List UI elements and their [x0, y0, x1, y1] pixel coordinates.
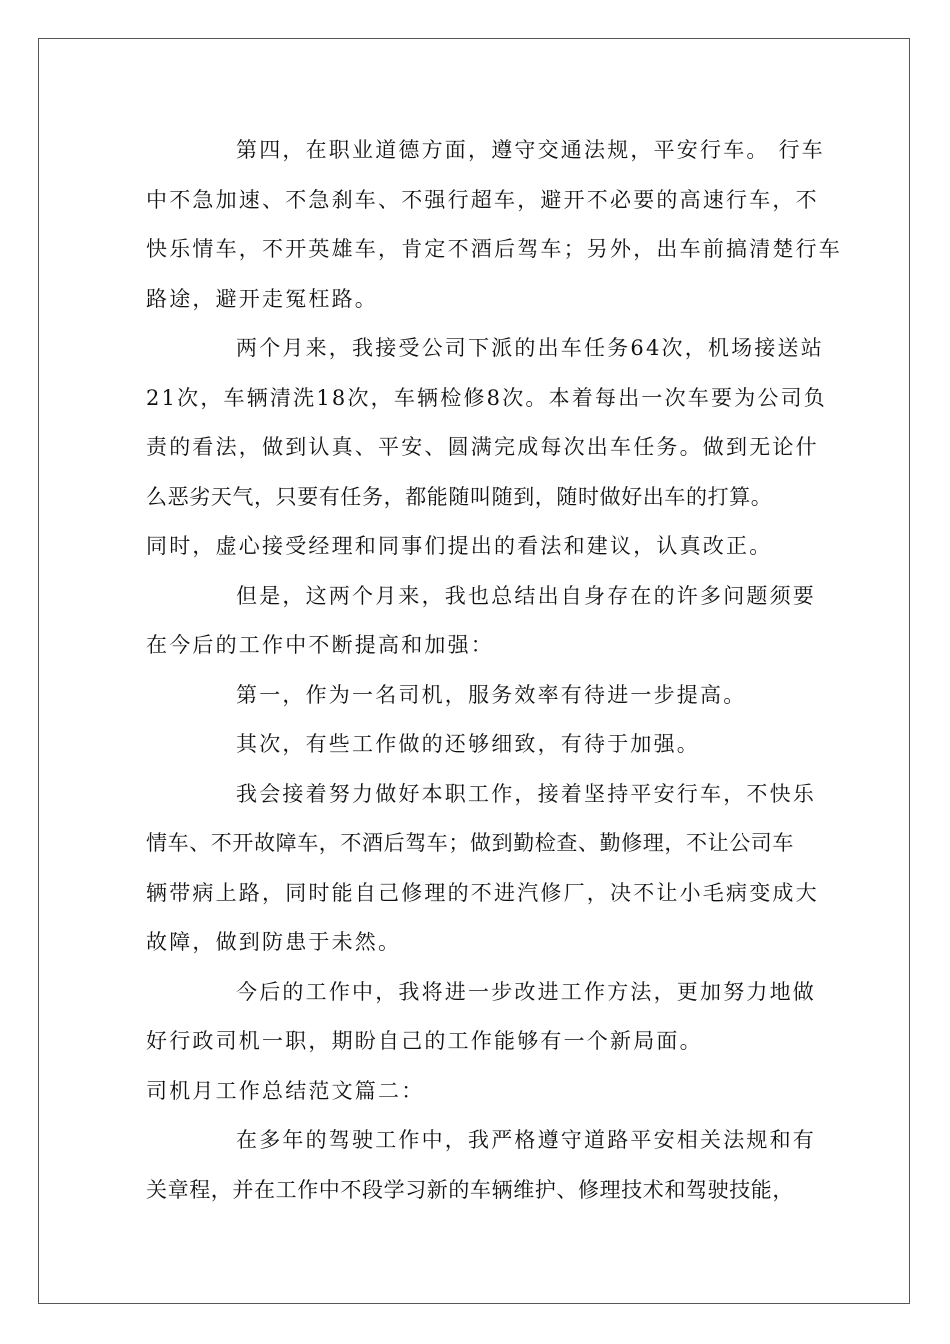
text-line: 好行政司机一职，期盼自己的工作能够有一个新局面。 [146, 1029, 703, 1053]
text-line: 但是，这两个月来，我也总结出自身存在的许多问题须要 [236, 583, 816, 608]
text-line: 责的看法，做到认真、平安、圆满完成每次出车任务。做到无论什 [146, 435, 819, 459]
text-line: 21次，车辆清洗18次，车辆检修8次。本着每出一次车要为公司负 [146, 385, 828, 410]
text-line: 情车、不开故障车，不酒后驾车；做到勤检查、勤修理，不让公司车 [146, 831, 794, 855]
text-line: 快乐情车，不开英雄车，肯定不酒后驾车；另外，出车前搞清楚行车 [146, 237, 842, 261]
document-body [146, 126, 842, 1215]
section-title: 司机月工作总结范文篇二： [146, 1078, 425, 1103]
text-line: 么恶劣天气，只要有任务，都能随叫随到，随时做好出车的打算。 [146, 484, 773, 509]
text-line: 第四，在职业道德方面，遵守交通法规，平安行车。 行车 [236, 138, 825, 162]
text-line: 路途，避开走冤枉路。 [146, 286, 378, 311]
text-line: 其次，有些工作做的还够细致，有待于加强。 [236, 732, 700, 756]
section-heading [146, 1067, 812, 1117]
paragraph-commitment [146, 770, 819, 968]
paragraph-second-point [146, 720, 812, 770]
text-line: 在多年的驾驶工作中，我严格遵守道路平安相关法规和有 [236, 1128, 816, 1152]
text-line: 第一，作为一名司机，服务效率有待进一步提高。 [236, 682, 747, 707]
paragraph-problems-summary [146, 572, 816, 671]
text-line: 中不急加速、不急刹车、不强行超车，避开不必要的高速行车，不 [146, 187, 819, 212]
paragraph-first-point [146, 671, 812, 721]
text-line: 今后的工作中，我将进一步改进工作方法，更加努力地做 [236, 979, 816, 1004]
text-line: 同时，虚心接受经理和同事们提出的看法和建议，认真改正。 [146, 534, 773, 558]
text-line: 我会接着努力做好本职工作，接着坚持平安行车，不快乐 [236, 781, 816, 806]
text-line: 在今后的工作中不断提高和加强： [146, 633, 494, 657]
text-line: 辆带病上路，同时能自己修理的不进汽修厂，决不让小毛病变成大 [146, 880, 819, 905]
paragraph-professional-ethics [146, 126, 842, 324]
paragraph-future-work [146, 968, 816, 1067]
text-line: 故障，做到防患于未然。 [146, 930, 402, 954]
paragraph-driving-years [146, 1116, 816, 1215]
text-line: 两个月来，我接受公司下派的出车任务64次，机场接送站 [236, 336, 824, 360]
paragraph-two-month-stats [146, 324, 828, 572]
text-line: 关章程，并在工作中不段学习新的车辆维护、修理技术和驾驶技能， [146, 1177, 794, 1202]
